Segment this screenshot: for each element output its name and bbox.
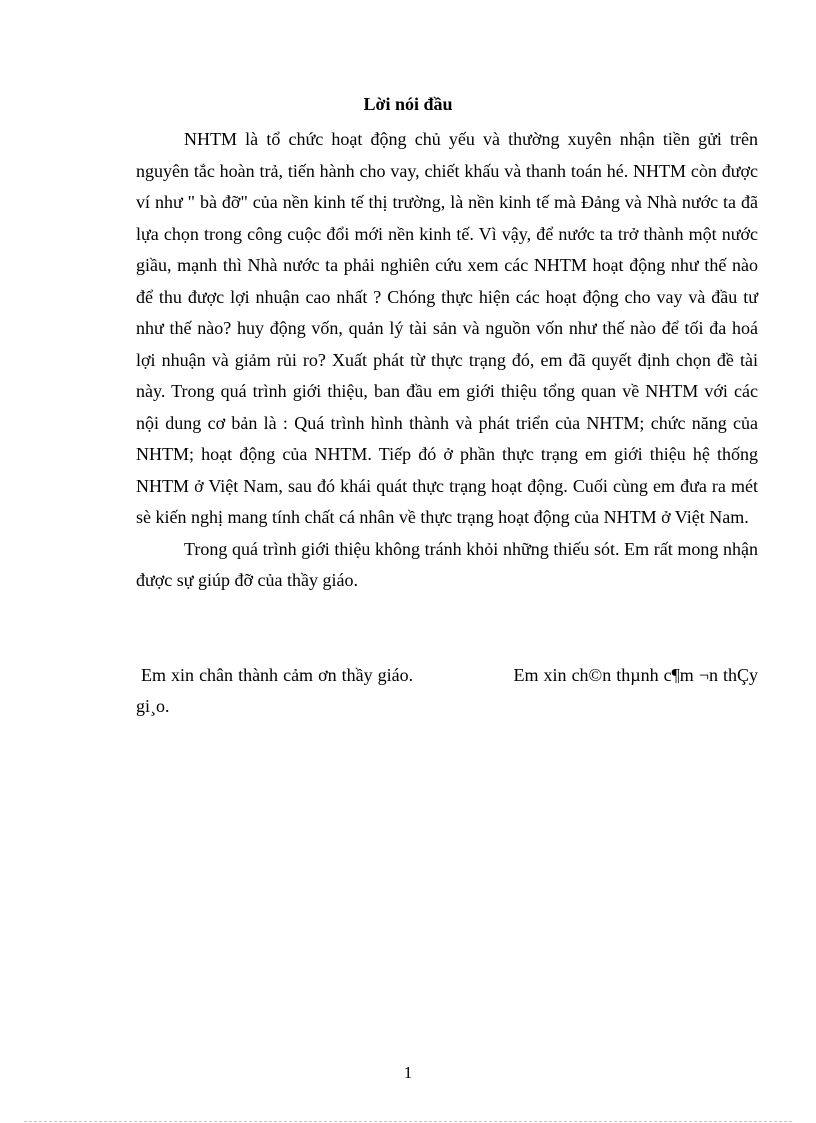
closing-thanks: Em xin chân thành cảm ơn thầy giáo. Em xin ch©n thµnh c¶m ¬n thÇy gi¸o.: [136, 665, 763, 716]
document-title: Lời nói đầu: [363, 94, 453, 114]
page-number: 1: [403, 1063, 413, 1082]
page-bottom-divider: [24, 1121, 792, 1122]
paragraph-introduction: NHTM là tổ chức hoạt động chủ yếu và thường xuyên nhận tiền gửi trên nguyên tắc hoàn trả, tiến hành cho vay, chiết khấu và thanh toán hé. NHTM còn được ví như " bà đỡ" của nền kinh tế thị trường, là nền kinh tế mà Đảng và Nhà nước ta đã lựa chọn trong công cuộc đổi mới nền kinh tế. Vì vậy, để nước ta trở thành một nước giầu, mạnh thì Nhà nước ta phải nghiên cứu xem các NHTM hoạt động như thế nào để thu được lợi nhuận cao nhất ? Chóng thực hiện các hoạt động cho vay và đầu tư như thế nào? huy động vốn, quản lý tài sản và nguồn vốn như thế nào để tối đa hoá lợi nhuận và giảm rủi ro? Xuất phát từ thực trạng đó, em đã quyết định chọn đề tài này. Trong quá trình giới thiệu, ban đầu em giới thiệu tổng quan về NHTM với các nội dung cơ bản là : Quá trình hình thành và phát triển của NHTM; chức năng của NHTM; hoạt động của NHTM. Tiếp đó ở phần thực trạng em giới thiệu hệ thống NHTM ở Việt Nam, sau đó khái quát thực trạng hoạt động. Cuối cùng em đưa ra mét sè kiến nghị mang tính chất cá nhân về thực trạng hoạt động của NHTM ở Việt Nam.: [136, 129, 758, 527]
document-body: [136, 124, 758, 597]
paragraph-apology: Trong quá trình giới thiệu không tránh khỏi những thiếu sót. Em rất mong nhận được sự giúp đỡ của thầy giáo.: [136, 538, 758, 590]
